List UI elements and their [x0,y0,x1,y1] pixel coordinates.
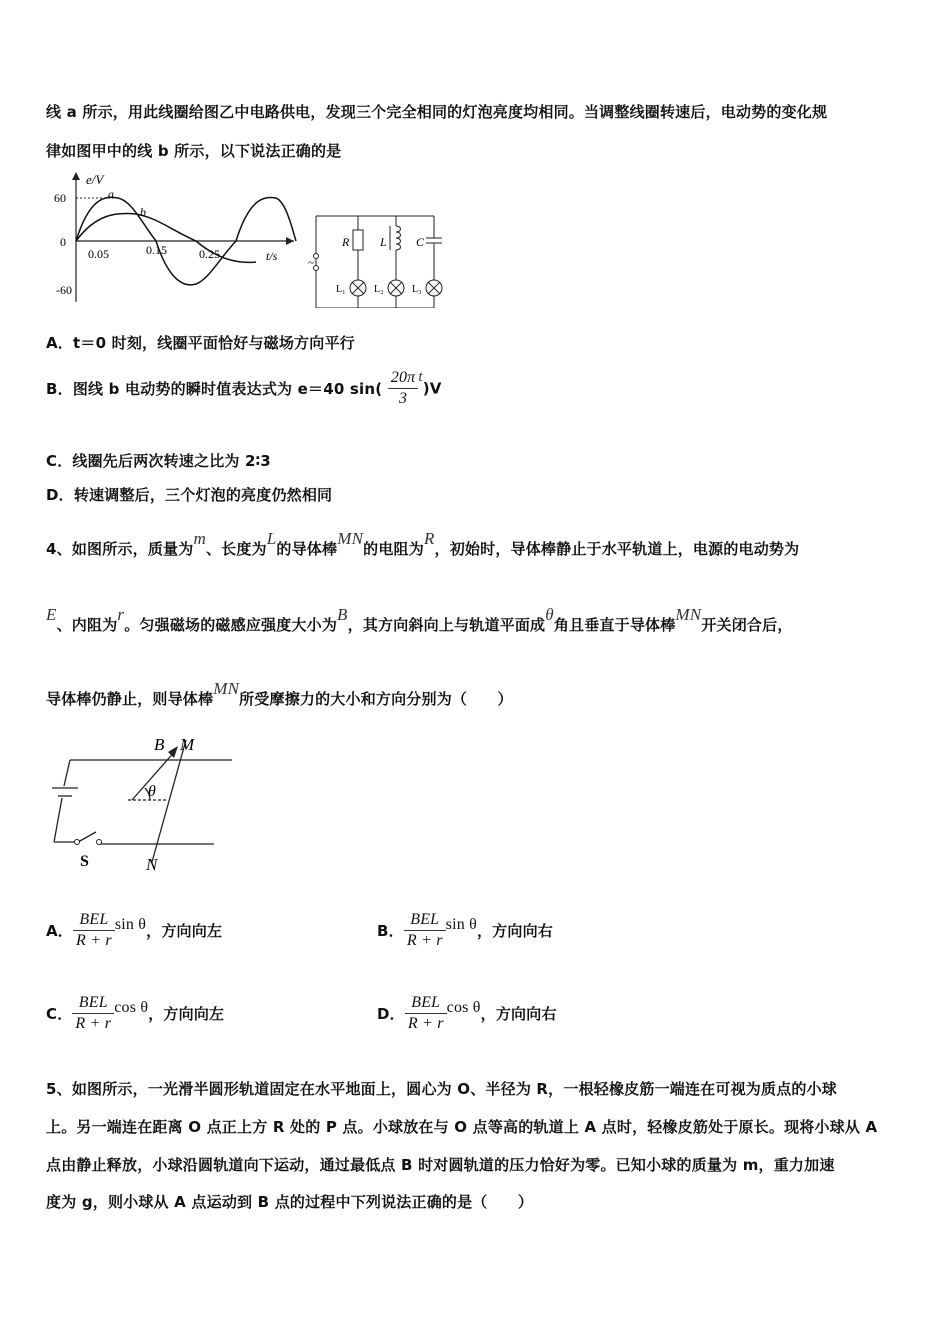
curve-b-label: b [140,205,146,219]
sym-B: B [337,605,348,624]
q4-text: ，初始时，导体棒静止于水平轨道上，电源的电动势为 [434,540,800,558]
fraction-numerator: 20π [388,368,419,389]
option-fraction [73,910,115,951]
sym-MN: MN [213,679,240,698]
option-letter: D． [377,1005,405,1023]
option-fraction [72,993,114,1034]
q4-line1 [46,518,799,570]
option-trig: cos θ [446,999,481,1016]
option-letter: C． [46,1005,73,1023]
label-L3: L₃ [412,284,422,295]
q4-option-c[interactable] [46,993,224,1034]
switch-pivot [75,840,80,845]
option-direction: ，方向向左 [146,922,223,940]
field-B-arrowhead [168,746,178,758]
q4-option-d[interactable] [377,993,557,1034]
label-S: S [80,853,89,870]
resistor-R [353,230,363,250]
q4-text: 的电阻为 [363,540,424,558]
option-letter: B． [377,922,404,940]
q3-intro-line1: 线 a 所示，用此线圈给图乙中电路供电，发现三个完全相同的灯泡亮度均相同。当调整线圈转速后，电动势的变化规 [46,103,828,121]
label-B: B [154,735,165,754]
q4-text: 开关闭合后， [701,616,793,634]
sym-E: E [46,605,57,624]
q5-line4: 度为 g，则小球从 A 点运动到 B 点的过程中下列说法正确的是（ ） [46,1193,534,1211]
label-M: M [180,735,195,754]
option-fraction [404,910,446,951]
fraction-denominator: R + r [75,1015,112,1032]
option-trig: sin θ [445,916,477,933]
x-tick-2: 0.15 [146,243,167,257]
q4-text: 所受摩擦力的大小和方向分别为（ ） [239,690,513,708]
q3-option-b-fraction [388,368,419,409]
q3-figure [46,168,456,308]
x-tick-1: 0.05 [88,247,109,261]
label-N: N [146,855,158,874]
q3-option-c[interactable]: C．线圈先后两次转速之比为 2∶3 [46,452,271,470]
q4-text: 。匀强磁场的磁感应强度大小为 [124,616,338,634]
fraction-denominator: R + r [76,932,112,949]
label-theta: θ [148,783,156,800]
sym-L: L [266,529,277,548]
option-direction: ，方向向右 [476,922,553,940]
q5-line3: 点由静止释放，小球沿圆轨道向下运动，通过最低点 B 时对圆轨道的压力恰好为零。已知小球的质量为 m，重力加速 [46,1156,835,1174]
fraction-denominator: R + r [406,932,443,949]
sym-r: r [117,605,125,624]
inductor-L [396,226,401,250]
fraction-numerator: BEL [73,910,115,931]
curve-a-label: a [108,187,114,201]
label-L1: L₁ [336,284,346,295]
source-terminal-top [314,254,319,259]
q3-option-b-t: t [418,369,423,385]
y-axis-label: e/V [86,172,104,187]
left-wire-upper [64,760,70,786]
y-tick-top: 60 [54,191,66,205]
q3-option-b-prefix: B．图线 b 电动势的瞬时值表达式为 e＝40 sin( [46,380,383,398]
q4-figure [46,730,246,880]
source-terminal-bottom [314,266,319,271]
switch-S-lever [78,832,96,842]
option-trig: sin θ [114,916,147,933]
fraction-numerator: BEL [404,910,446,931]
option-trig: cos θ [114,999,149,1016]
q4-text: 、内阻为 [56,616,118,634]
sym-theta: θ [545,605,554,624]
q4-option-a[interactable] [46,910,222,951]
q3-option-b[interactable] [46,368,442,409]
sym-MN: MN [675,605,702,624]
q5-line2: 上。另一端连在距离 O 点正上方 R 处的 P 点。小球放在与 O 点等高的轨道上 A 点时，轻橡皮筋处于原长。现将小球从 A [46,1118,878,1136]
q3-intro-line2: 律如图甲中的线 b 所示，以下说法正确的是 [46,142,342,160]
source-symbol: ~ [308,257,314,269]
label-R: R [342,235,350,249]
q3-option-a[interactable]: A．t＝0 时刻，线圈平面恰好与磁场方向平行 [46,334,355,352]
sym-MN: MN [337,529,364,548]
q4-text: 的导体棒 [276,540,338,558]
fraction-numerator: BEL [72,993,114,1014]
q4-text: 角且垂直于导体棒 [553,616,676,634]
q5-line1: 5、如图所示，一光滑半圆形轨道固定在水平地面上，圆心为 O、半径为 R，一根轻橡皮筋一端连在可视为质点的小球 [46,1080,837,1098]
q3-option-d[interactable]: D．转速调整后，三个灯泡的亮度仍然相同 [46,486,333,504]
y-tick-zero: 0 [60,235,66,249]
left-wire-lower [54,798,62,842]
option-fraction [405,993,447,1034]
q4-text: ，其方向斜向上与轨道平面成 [347,616,546,634]
fraction-denominator: 3 [398,390,408,407]
x-axis-label: t/s [266,249,278,263]
q4-text: 4、如图所示，质量为 [46,540,194,558]
label-C: C [416,235,425,249]
fraction-numerator: BEL [405,993,447,1014]
fraction-denominator: R + r [407,1015,444,1032]
sym-R: R [423,529,435,548]
q3-option-b-suffix: )V [422,379,442,398]
y-tick-bottom: -60 [56,283,72,297]
q4-line2 [46,594,793,646]
label-L2: L₂ [374,284,384,295]
q4-option-b[interactable] [377,910,553,951]
sym-m: m [193,529,206,548]
q4-text: 、长度为 [205,540,267,558]
label-L: L [380,235,387,249]
option-letter: A． [46,922,74,940]
q4-line3 [46,668,513,720]
x-tick-3: 0.25 [199,247,220,261]
e-axis-arrow [72,172,80,180]
option-direction: ，方向向左 [148,1005,225,1023]
q4-text: 导体棒仍静止，则导体棒 [46,690,214,708]
t-axis-arrow [286,237,294,245]
option-direction: ，方向向右 [480,1005,557,1023]
switch-contact [97,840,102,845]
